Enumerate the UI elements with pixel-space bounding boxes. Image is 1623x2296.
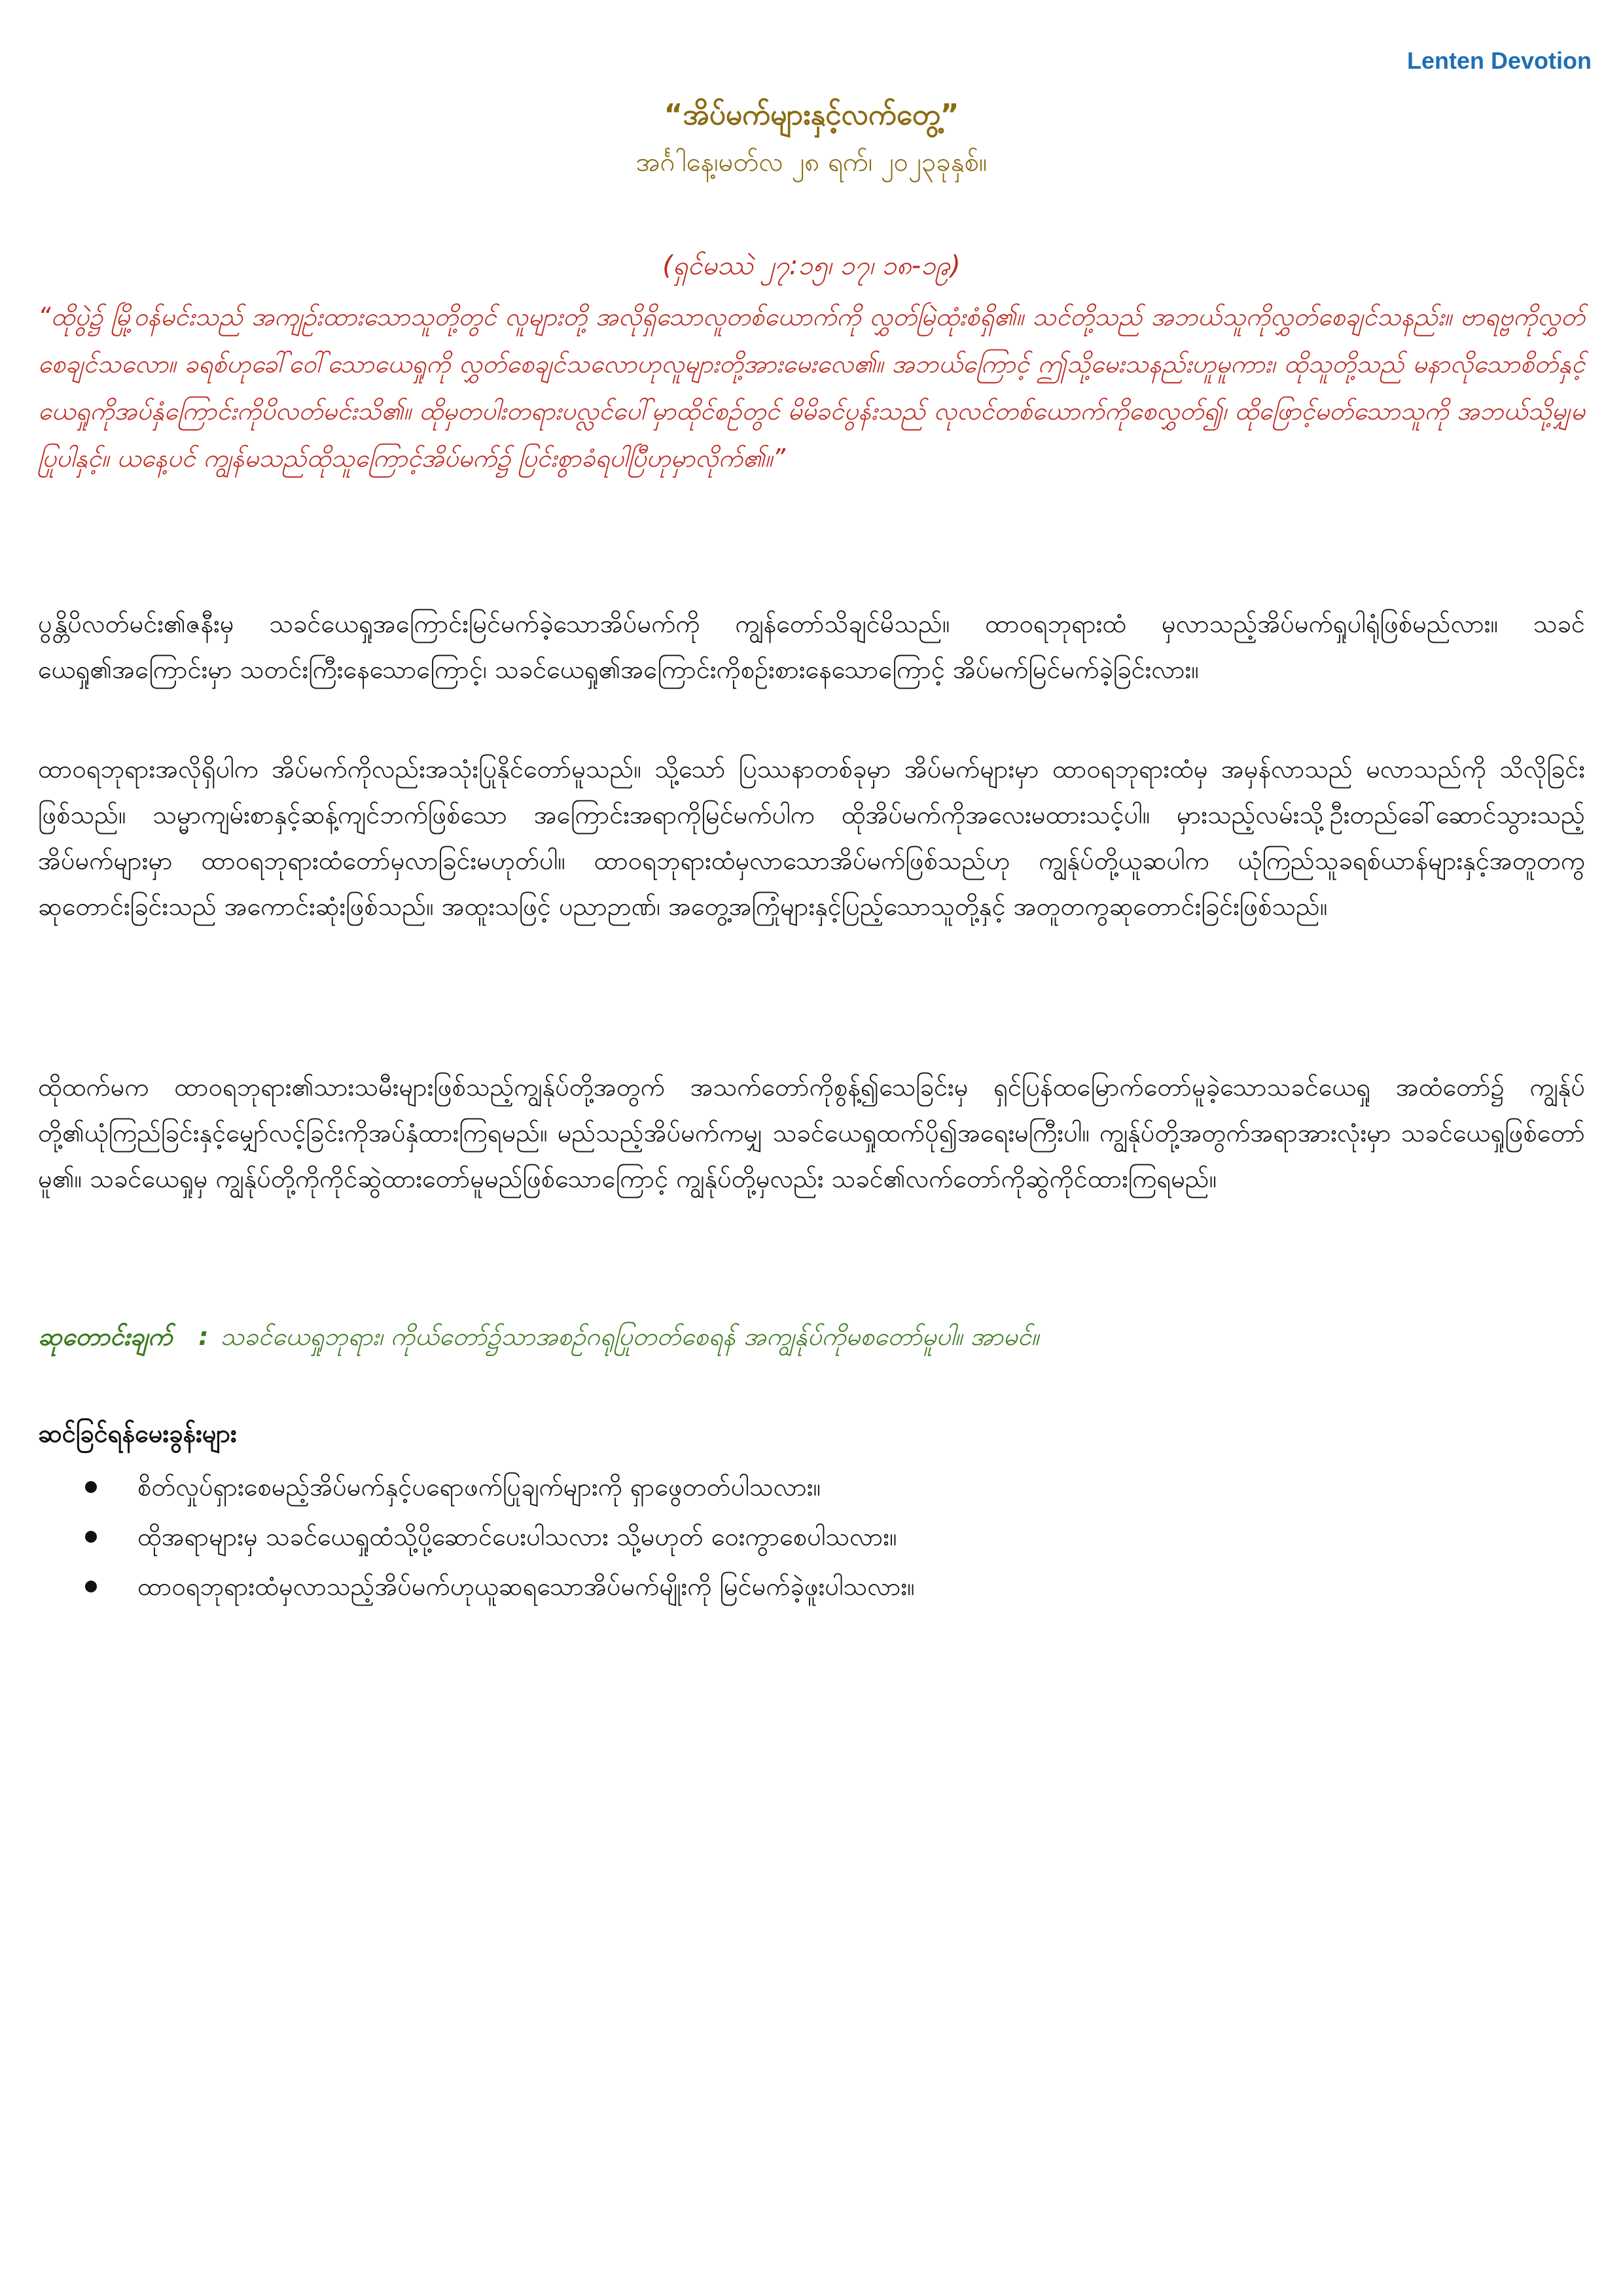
header-tag: Lenten Devotion xyxy=(1406,47,1592,74)
questions-list xyxy=(85,1462,1525,1611)
scripture-reference: (ရှင်မဿဲ ၂၇:၁၅၊ ၁၇၊ ၁၈-၁၉) xyxy=(662,251,961,281)
scripture-text: “ထိုပွဲ၌ မြို့ဝန်မင်းသည် အကျဉ်းထားသောသူတို့တွင် လူများတို့ အလိုရှိသောလူတစ်ယောက်ကို လွှတ်မြဲထုံးစံရှိ၏။ သင်တို့သည် အဘယ်သူကိုလွှတ်စေချင်သနည်း။ ဗာရဗ္ဗကိုလွှတ်စေချင်သလော။ ခရစ်ဟုခေါ်ဝေါ်သောယေရှုကို လွှတ်စေချင်သလောဟုလူများတို့အားမေးလေ၏။ အဘယ်ကြောင့် ဤသို့မေးသနည်းဟူမူကား၊ ထိုသူတို့သည် မနာလိုသောစိတ်နှင့်ယေရှုကိုအပ်နှံကြောင်းကိုပိလတ်မင်းသိ၏။ ထိုမှတပါးတရားပလ္လင်ပေါ်မှာထိုင်စဉ်တွင် မိမိခင်ပွန်းသည် လုလင်တစ်ယောက်ကိုစေလွှတ်၍၊ ထိုဖြောင့်မတ်သောသူကို အဘယ်သို့မျှမပြုပါနှင့်။ ယနေ့ပင် ကျွန်မသည်ထိုသူကြောင့်အိပ်မက်၌ ပြင်းစွာခံရပါပြီဟုမှာလိုက်၏။” xyxy=(38,302,1585,473)
devotion-date: အင်္ဂါနေ့၊မတ်လ ၂၈ ရက်၊ ၂၀၂၃ခုနှစ်။ xyxy=(635,147,988,177)
body-paragraph-3: ထိုထက်မက ထာဝရဘုရား၏သားသမီးများဖြစ်သည့်ကျွန်ုပ်တို့အတွက် အသက်တော်ကိုစွန့်၍သေခြင်းမှ ရှင်ပြန်ထမြောက်တော်မူခဲ့သောသခင်ယေရှု အထံတော်၌ ကျွန်ုပ်တို့၏ယုံကြည်ခြင်းနှင့်မျှော်လင့်ခြင်းကိုအပ်နှံထားကြရမည်။ မည်သည့်အိပ်မက်ကမျှ သခင်ယေရှုထက်ပို၍အရေးမကြီးပါ။ ကျွန်ုပ်တို့အတွက်အရာအားလုံးမှာ သခင်ယေရှုဖြစ်တော်မူ၏။ သခင်ယေရှုမှ ကျွန်ုပ်တို့ကိုကိုင်ဆွဲထားတော်မူမည်ဖြစ်သောကြောင့် ကျွန်ုပ်တို့မှလည်း သခင်၏လက်တော်ကိုဆွဲကိုင်ထားကြရမည်။ xyxy=(38,1073,1585,1193)
list-item xyxy=(85,1512,1525,1562)
prayer-text: သခင်ယေရှုဘုရား၊ ကိုယ်တော်၌သာအစဉ်ဂရုပြုတတ်စေရန် အကျွန်ုပ်ကိုမစတော်မူပါ။ အာမင်။ xyxy=(220,1322,1039,1351)
body-paragraph-1: ပွန္တိပိလတ်မင်း၏ဇနီးမှ သခင်ယေရှုအကြောင်းမြင်မက်ခဲ့သောအိပ်မက်ကို ကျွန်တော်သိချင်မိသည်။ ထာဝရဘုရားထံ မှလာသည့်အိပ်မက်ရှုပါရုံဖြစ်မည်လား။ သခင်ယေရှု၏အကြောင်းမှာ သတင်းကြီးနေသောကြောင့်၊ သခင်ယေရှု၏အကြောင်းကိုစဉ်းစားနေသောကြောင့် အိပ်မက်မြင်မက်ခဲ့ခြင်းလား။ xyxy=(38,609,1585,684)
prayer-label: ဆုတောင်းချက် xyxy=(38,1322,173,1351)
body-paragraph-2: ထာဝရဘုရားအလိုရှိပါက အိပ်မက်ကိုလည်းအသုံးပြုနိုင်တော်မူသည်။ သို့သော် ပြဿနာတစ်ခုမှာ အိပ်မက်များမှာ ထာဝရဘုရားထံမှ အမှန်လာသည် မလာသည်ကို သိလိုခြင်းဖြစ်သည်။ သမ္မာကျမ်းစာနှင့်ဆန့်ကျင်ဘက်ဖြစ်သော အကြောင်းအရာကိုမြင်မက်ပါက ထိုအိပ်မက်ကိုအလေးမထားသင့်ပါ။ မှားသည့်လမ်းသို့ဦးတည်ခေါ်ဆောင်သွားသည့် အိပ်မက်များမှာ ထာဝရဘုရားထံတော်မှလာခြင်းမဟုတ်ပါ။ ထာဝရဘုရားထံမှလာသောအိပ်မက်ဖြစ်သည်ဟု ကျွန်ုပ်တို့ယူဆပါက ယုံကြည်သူခရစ်ယာန်များနှင့်အတူတကွဆုတောင်းခြင်းသည် အကောင်းဆုံးဖြစ်သည်။ အထူးသဖြင့် ပညာဉာဏ်၊ အတွေ့အကြုံများနှင့်ပြည့်သောသူတို့နှင့် အတူတကွဆုတောင်းခြင်းဖြစ်သည်။ xyxy=(38,755,1585,921)
list-item xyxy=(85,1562,1525,1611)
question-text: စိတ်လှုပ်ရှားစေမည့်အိပ်မက်နှင့်ပရောဖက်ပြုချက်များကို ရှာဖွေတတ်ပါသလား။ xyxy=(137,1473,821,1501)
list-item xyxy=(85,1462,1525,1512)
bullet-icon xyxy=(85,1531,97,1543)
question-text: ထာဝရဘုရားထံမှလာသည့်အိပ်မက်ဟုယူဆရသောအိပ်မက်မျိုးကို မြင်မက်ခဲ့ဖူးပါသလား။ xyxy=(137,1572,915,1601)
questions-title: ဆင်ခြင်ရန်မေးခွန်းများ xyxy=(38,1419,237,1448)
devotion-title: “အိပ်မက်များနှင့်လက်တွေ့” xyxy=(664,98,959,132)
prayer-separator: : xyxy=(198,1322,209,1351)
question-text: ထိုအရာများမှ သခင်ယေရှုထံသို့ပို့ဆောင်ပေးပါသလား သို့မဟုတ် ဝေးကွာစေပါသလား။ xyxy=(137,1522,897,1551)
bullet-icon xyxy=(85,1581,97,1592)
prayer-block xyxy=(38,1317,1585,1356)
bullet-icon xyxy=(85,1481,97,1493)
